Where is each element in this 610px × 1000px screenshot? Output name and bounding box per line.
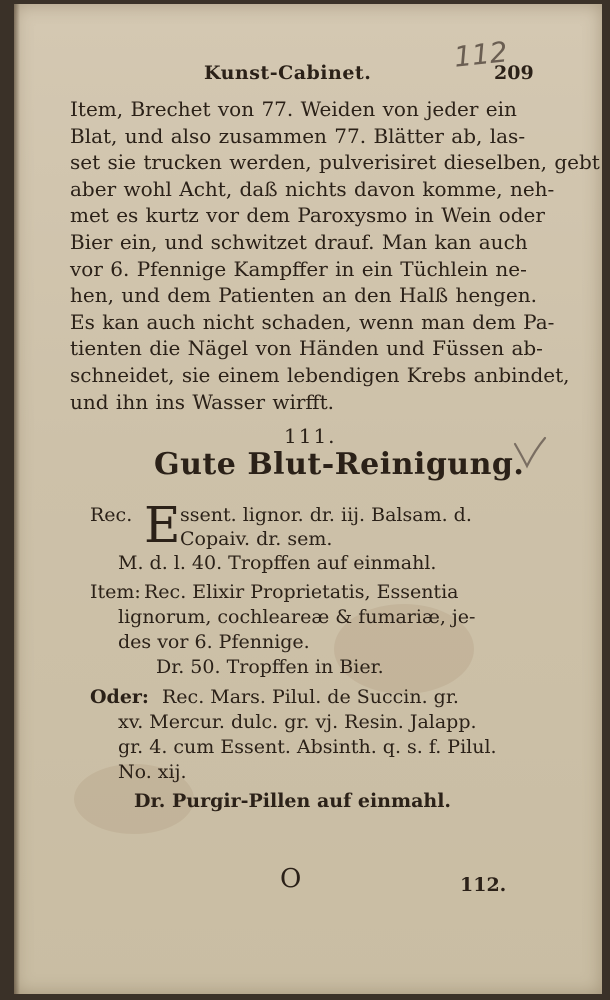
item-label: Item:	[90, 581, 141, 603]
section-title: Gute Blut-Reinigung.	[154, 447, 525, 482]
text-line: Item, Brechet von 77. Weiden von jeder ein	[70, 97, 517, 121]
page-edge-shadow	[14, 4, 20, 994]
text-line: met es kurtz vor dem Paroxysmo in Wein oder	[70, 203, 545, 228]
recipe-line: Dr. 50. Tropffen in Bier.	[156, 656, 384, 678]
recipe-line: Rec. Elixir Proprietatis, Essentia	[144, 581, 459, 603]
text-line: Blat, und also zusammen 77. Blätter ab, las-	[70, 123, 526, 148]
recipe-line: ssent. lignor. dr. iij. Balsam. d.	[180, 504, 472, 526]
header-title: Kunst-Cabinet.	[204, 62, 372, 84]
body-paragraph	[70, 96, 600, 415]
drop-cap: E	[144, 496, 181, 554]
text-line: schneidet, sie einem lebendigen Krebs anbindet,	[70, 362, 570, 387]
text-line: vor 6. Pfennige Kampffer in ein Tüchlein ne-	[70, 256, 527, 281]
manuscript-page-number: 112	[452, 35, 510, 74]
text-line: tienten die Nägel von Händen und Füssen ab-	[70, 336, 543, 361]
book-page	[14, 4, 602, 994]
oder-label: Oder:	[90, 686, 149, 708]
running-header	[14, 35, 602, 92]
page-number: 209	[494, 62, 534, 84]
text-line: Bier ein, und schwitzet drauf. Man kan auch	[70, 229, 528, 254]
text-line: Es kan auch nicht schaden, wenn man dem Pa-	[70, 309, 555, 334]
recipe-line: xv. Mercur. dulc. gr. vj. Resin. Jalapp.	[118, 711, 477, 733]
rec-label: Rec.	[90, 504, 133, 526]
recipe-line: Copaiv. dr. sem.	[180, 528, 333, 550]
recipe-line: lignorum, cochleareæ & fumariæ, je-	[118, 606, 476, 628]
catchword: 112.	[460, 874, 507, 896]
text-line: aber wohl Acht, daß nichts davon komme, neh-	[70, 176, 555, 201]
check-mark-annotation	[509, 436, 549, 472]
recipe-line: Dr. Purgir-Pillen auf einmahl.	[134, 790, 452, 812]
recipe-line: M. d. l. 40. Tropffen auf einmahl.	[118, 552, 437, 574]
recipe-line: Rec. Mars. Pilul. de Succin. gr.	[162, 686, 459, 708]
recipe-line: des vor 6. Pfennige.	[118, 631, 310, 653]
recipe-line: gr. 4. cum Essent. Absinth. q. s. f. Pilul.	[118, 736, 497, 758]
recipe-line: No. xij.	[118, 761, 187, 783]
text-line: set sie trucken werden, pulverisiret dieselben, gebt	[70, 150, 600, 175]
signature-mark: O	[280, 864, 302, 894]
text-line: hen, und dem Patienten an den Halß hengen.	[70, 283, 537, 308]
text-line: und ihn ins Wasser wirfft.	[70, 389, 335, 414]
section-number: 111.	[284, 424, 337, 448]
